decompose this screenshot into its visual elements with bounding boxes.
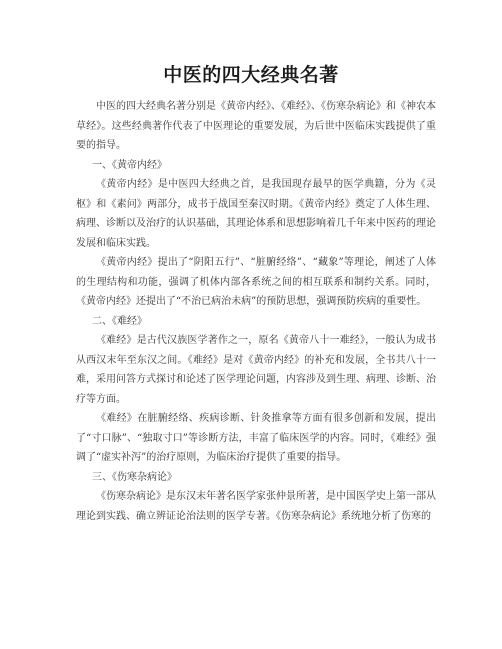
paragraph: 《难经》在脏腑经络、疾病诊断、针灸推拿等方面有很多创新和发展，提出了“寸口脉”、“独取寸口”等诊断方法，丰富了临床医学的内容。同时，《难经》强调了“虚实补泻”的治疗原则，为临床治疗提供了重要的指导。: [76, 413, 436, 463]
paragraph: 《难经》是古代汉族医学著作之一，原名《黄帝八十一难经》，一般认为成书从西汉末年至东汉之间。《难经》是对《黄帝内经》的补充和发展，全书共八十一难，采用问答方式探讨和论述了医学理论问题，内容涉及到生理、病理、诊断、治疗等方面。: [76, 335, 436, 405]
paragraph: 《伤寒杂病论》是东汉末年著名医学家张仲景所著，是中国医学史上第一部从理论到实践、确立辨证论治法则的医学专著。《伤寒杂病论》系统地分析了伤寒的: [76, 491, 436, 522]
section-heading-huangdi-neijing: 一、《黄帝内经》: [92, 159, 167, 171]
document-body: [76, 97, 436, 526]
paragraph: 《黄帝内经》提出了“阴阳五行”、“脏腑经络”、“藏象”等理论，阐述了人体的生理结构和功能，强调了机体内部各系统之间的相互联系和制约关系。同时，《黄帝内经》还提出了“不治已病治未病”的预防思想，强调预防疾病的重要性。: [76, 257, 436, 307]
document-title: 中医的四大经典名著: [163, 64, 339, 86]
intro-paragraph: 中医的四大经典名著分别是《黄帝内经》、《难经》、《伤寒杂病论》和《神农本草经》。这些经典著作代表了中医理论的重要发展，为后世中医临床实践提供了重要的指导。: [76, 101, 436, 151]
section-heading-shanghan-zabing-lun: 三、《伤寒杂病论》: [92, 471, 177, 483]
paragraph: 《黄帝内经》是中医四大经典之首，是我国现存最早的医学典籍，分为《灵枢》和《素问》两部分，成书于战国至秦汉时期。《黄帝内经》奠定了人体生理、病理、诊断以及治疗的认识基础，其理论体系和思想影响着几千年来中医药的理论发展和临床实践。: [76, 179, 436, 249]
section-heading-nanjing: 二、《难经》: [92, 315, 147, 327]
